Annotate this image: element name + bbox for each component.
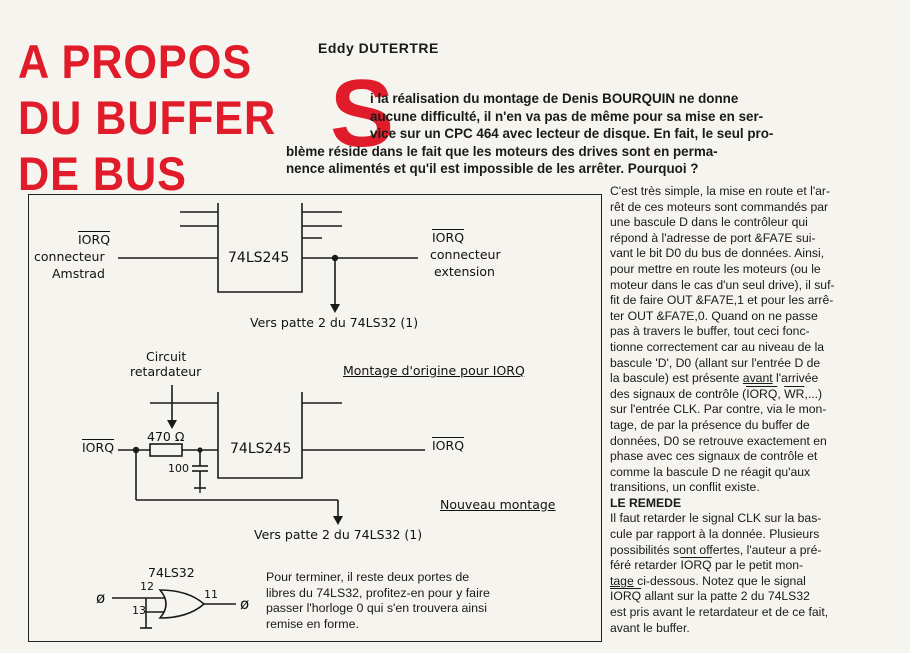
label-connector-right: connecteur: [430, 247, 501, 262]
body-fragment: des signaux de contrôle (: [610, 386, 747, 401]
label-iorq-left-2: IORQ: [82, 440, 115, 455]
chip-body-1: [218, 203, 302, 292]
label-capacitor: 100: [168, 462, 189, 475]
label-pin-11: 11: [204, 588, 218, 601]
chip-label-1: 74LS245: [228, 250, 290, 266]
body-line: comme la bascule D ne réagit qu'aux: [610, 464, 811, 479]
body-line: Il faut retarder le signal CLK sur la bas-: [610, 511, 822, 526]
body-fragment: allant sur la patte 2 du 74LS32: [641, 589, 810, 604]
title-line-1: A PROPOS: [18, 35, 253, 88]
body-line: sur l'entrée CLK. Par contre, via le mon-: [610, 402, 827, 417]
bottom-note: [266, 570, 566, 632]
body-fragment: ci-dessous. Notez que le signal: [633, 573, 806, 588]
body-underlined: tage: [610, 573, 634, 588]
body-line: vant le bit D0 du bus de données. Ainsi,: [610, 246, 825, 261]
chip-body-2: [218, 392, 302, 478]
body-line: bascule 'D', D0 (allant sur l'entrée D de: [610, 355, 821, 370]
lead-line: nence alimentés et qu'il est impossible de les arrêter. Pourquoi ?: [286, 161, 699, 176]
label-circuit: Circuit: [146, 349, 187, 364]
label-amstrad: Amstrad: [52, 266, 105, 281]
label-pin-13: 13: [132, 604, 146, 617]
caption-nouveau-montage: Nouveau montage: [440, 497, 556, 512]
body-line: données, D0 se retrouve exactement en: [610, 433, 827, 448]
junction-dot: [332, 255, 338, 261]
label-extension: extension: [434, 264, 495, 279]
title-line-2: DU BUFFER: [18, 91, 277, 144]
body-fragment: par le petit mon-: [711, 558, 804, 573]
resistor-470: [150, 444, 182, 456]
body-line: possibilités sont offertes, l'auteur a pré-: [610, 542, 822, 557]
drop-cap: S: [330, 60, 395, 167]
author: Eddy DUTERTRE: [318, 40, 439, 56]
body-line: ter OUT &FA7E,0. Quand on ne passe: [610, 308, 818, 323]
label-connector-left: connecteur: [34, 249, 105, 264]
body-line: tionne correctement car au niveau de la: [610, 339, 825, 354]
body-line: est pris avant le retardateur et de ce fait,: [610, 605, 829, 620]
signal-wr: $\overline{WR}$: [784, 386, 805, 401]
label-phi-in: ø: [96, 589, 106, 607]
body-line: répond à l'adresse de port &FA7E sui-: [610, 230, 816, 245]
body-line: pour mettre en route les moteurs (ou le: [610, 261, 821, 276]
body-line: transitions, un conflit existe.: [610, 480, 760, 495]
label-phi-out: ø: [240, 595, 250, 613]
label-pin-12: 12: [140, 580, 154, 593]
label-iorq-right-2: IORQ: [432, 438, 465, 453]
body-fragment: féré retarder: [610, 558, 681, 573]
chip-label-2: 74LS245: [230, 441, 292, 457]
lead-line: blème réside dans le fait que les moteurs des drives sont en perma-: [286, 143, 718, 159]
label-iorq-right-1: IORQ: [432, 230, 465, 245]
body-fragment: l'arrivée: [772, 371, 819, 386]
junction-dot: [133, 447, 139, 453]
body-line: avant le buffer.: [610, 620, 690, 635]
or-gate-symbol: [160, 590, 204, 618]
label-retardateur: retardateur: [130, 364, 202, 379]
note-line: libres du 74LS32, profitez-en pour y faire: [266, 585, 490, 600]
caption-montage-origine: Montage d'origine pour IORQ: [343, 363, 525, 378]
arrowhead: [167, 420, 177, 429]
body-fragment: ,: [777, 386, 785, 401]
label-resistor: 470 Ω: [147, 429, 185, 444]
label-iorq-left-1: IORQ: [78, 232, 111, 247]
title-line-3: DE BUS: [18, 147, 187, 200]
body-line: une bascule D dans le contrôleur qui: [610, 215, 808, 230]
signal-iorq: IORQ: [680, 558, 712, 573]
arrowhead: [333, 516, 343, 525]
body-underlined: avant: [742, 371, 773, 386]
signal-iorq: IORQ: [610, 589, 642, 604]
body-line: C'est très simple, la mise en route et l'ar-: [610, 184, 831, 198]
label-74ls32: 74LS32: [148, 565, 195, 580]
body-line: fit de faire OUT &FA7E,1 et pour les arrê-: [610, 293, 834, 308]
lead-line: aucune difficulté, il n'en va pas de même pour sa mise en ser-: [370, 108, 764, 124]
signal-iorq: IORQ: [746, 386, 778, 401]
body-line: tage, de par la présence du buffer de: [610, 417, 810, 432]
note-line: passer l'horloge 0 qui s'en trouvera ainsi: [266, 601, 488, 615]
note-line: remise en forme.: [266, 616, 359, 631]
body-line: phase avec ces signaux de contrôle et: [610, 449, 818, 464]
body-line: pas à travers le buffer, tout ceci fonc-: [610, 324, 810, 339]
label-vers-patte-1: Vers patte 2 du 74LS32 (1): [250, 315, 419, 330]
junction-dot: [197, 447, 202, 452]
body-line: cule par rapport à la donnée. Plusieurs: [610, 527, 820, 542]
label-vers-patte-2: Vers patte 2 du 74LS32 (1): [254, 527, 423, 542]
lead-line: i la réalisation du montage de Denis BOURQUIN ne donne: [370, 91, 739, 106]
section-heading: LE REMEDE: [610, 495, 682, 510]
body-fragment: ,...): [804, 386, 823, 401]
arrowhead: [330, 304, 340, 313]
note-line: Pour terminer, il reste deux portes de: [266, 570, 470, 584]
body-line: moteur dans le cas d'un seul drive), il suf-: [610, 277, 835, 292]
lead-line: vice sur un CPC 464 avec lecteur de disque. En fait, le seul pro-: [370, 126, 774, 141]
body-line: rêt de ces moteurs sont commandés par: [610, 199, 829, 214]
body-fragment: la bascule) est présente: [610, 371, 743, 386]
